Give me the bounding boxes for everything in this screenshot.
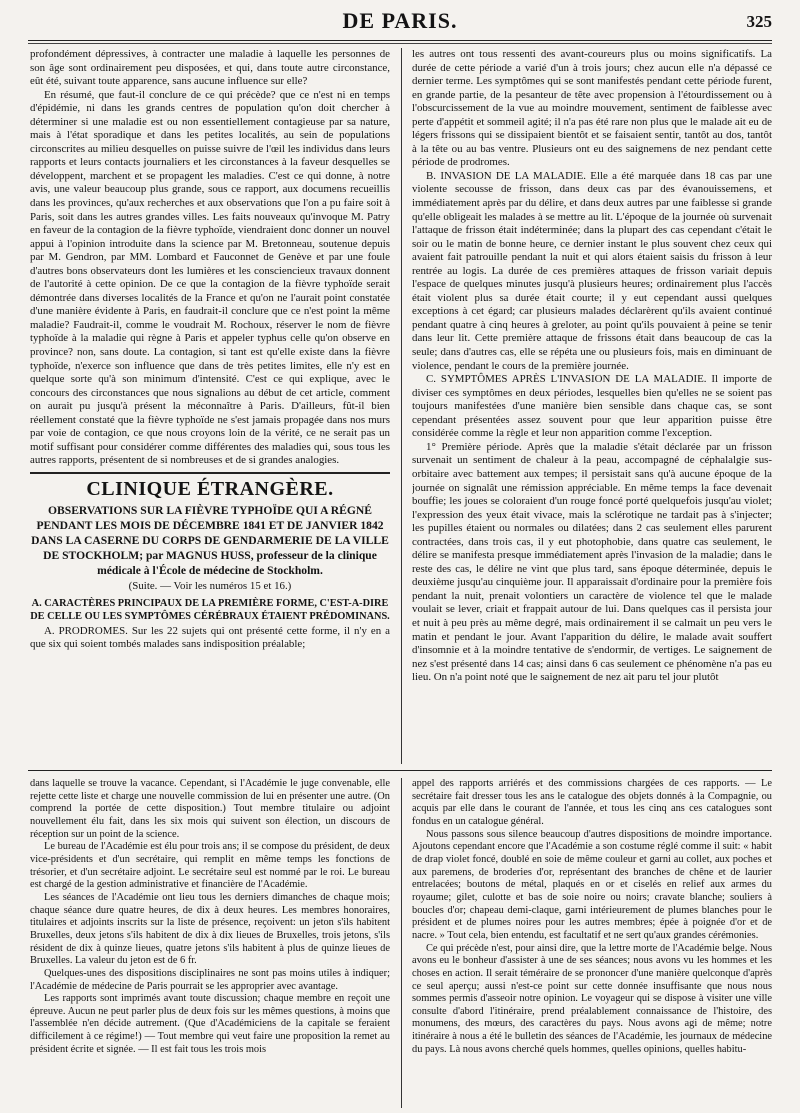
paragraph: B. INVASION DE LA MALADIE. Elle a été marquée dans 18 cas par une violente secousse de frisson, dans deux cas par des évanouissemens, et immédiatement après par du délire, et dans deux autres par une faiblesse si grande qu'elle obligeait les malades à se mettre au lit. L'époque de la journée où survenait l'attaque de frisson était indéterminée; dans la plupart des cas cependant c'était le soir ou le matin de bonne heure, ce dernier instant le plus souvent chez ceux qui avaient fait patrouille pendant la nuit et qui alors étaient saisis du frisson à leur rentrée au logis. La durée de ces premières attaques de frisson variait depuis l'espace de quelques minutes jusqu'à plusieurs heures; ordinairement plus l'accès était violent plus sa durée était courte; il y eut cependant aussi quelques exceptions à cet égard; car plusieurs malades déclarèrent qu'ils avaient continué pendant quatre à cinq heures à greloter, au point qu'ils pouvaient à peine se tenir dans leur lit. Cette première attaque de frissons était dans beaucoup de cas la seule; dans d'autres cas, elle se répéta une ou plusieurs fois, mais en diminuant de violence, pendant le cours de la première journée. xyxy=(412,169,772,372)
paragraph: En résumé, que faut-il conclure de ce qui précède? que ce n'est ni en temps d'épidémie, ni dans les grands centres de population qu'on doit chercher à déterminer si une maladie est ou non essentiellement contagieuse par sa nature, mais à l'état sporadique et dans les petites localités, au sein de populations circonscrites au milieu desquelles on puisse suivre de l'œil les individus dans leurs rapports et leurs contacts journaliers et les circonstances à la faveur desquelles se développent, marchent et se propagent les maladies. C'est ce qui donne, à notre avis, une valeur beaucoup plus grande, sous ce rapport, aux documens recueillis dans les provinces, qu'aux recherches et aux observations que l'on a pu faire soit à Paris, soit dans les autres grandes villes. Les faits nouveaux qu'invoque M. Patry en faveur de la contagion de la fièvre typhoïde, viendraient donc donner un nouvel appui à l'opinion introduite dans la science par M. Bretonneau, soutenue depuis par M. Gendron, par MM. Lombard et Fauconnet de Genève et par une foule d'autres bons observateurs dont les lumières et les consciencieux travaux donnent de l'autorité à cette opinion. De ce que la contagion de la fièvre typhoïde serait démontrée dans diverses localités de la France et qu'on ne l'aurait point constatée d'une manière évidente à Paris, en faudrait-il conclure que ce n'est point la même maladie? Faudrait-il, comme le voudrait M. Rochoux, réserver le nom de fièvre typhoïde à la maladie qui règne à Paris et appeler typhus celle qu'on observe en province? non, sans doute. La contagion, si tant est qu'elle existe dans la fièvre typhoïde, n'exerce son influence que dans de très petites limites, elle n'y est en quelque sorte qu'à son minimum d'intensité. C'est ce qui explique, avec le concours des circonstances que nous signalions au début de cet article, comment on aurait pu jusqu'à présent la méconnaître à Paris. D'ailleurs, fût-il bien réellement constaté que la fièvre typhoïde ne s'est jamais propagée dans nos murs par voie de contagion, ce que nous croyons loin de la vérité, ce ne serait pas un motif suffisant pour considérer comme différentes des maladies qui, sous tous les autres rapports, présentent de si nombreuses et de si grandes analogies. xyxy=(30,88,390,467)
section-divider xyxy=(30,472,390,474)
running-head xyxy=(0,4,800,44)
page-number: 325 xyxy=(746,12,772,31)
lower-columns xyxy=(30,778,772,1108)
column-divider xyxy=(401,48,402,764)
running-title: DE PARIS. xyxy=(342,8,458,33)
paragraph: Le bureau de l'Académie est élu pour trois ans; il se compose du président, de deux vice-présidents et d'un secrétaire, qui remplit en même temps les fonctions de trésorier, et d'un secrétaire adjoint. Le secrétaire seul est nommé par le roi. Le bureau est chargé de la gestion administrative et financière de l'Académie. xyxy=(30,841,390,891)
column-divider xyxy=(401,778,402,1108)
paragraph: Ce qui précède n'est, pour ainsi dire, que la lettre morte de l'Académie belge. Nous avons eu le bonheur d'assister à une de ses séances; nous avons vu les hommes et les choses en action. Il serait téméraire de se prononcer d'une manière quelconque d'après ce seul aperçu; aussi n'est-ce point sur cette donnée insuffisante que nous nous sommes permis d'asseoir notre opinion. Le voyageur qui se dispose à visiter une ville consulte d'abord l'itinéraire, prend préalablement connaissance de l'histoire, des monumens, des mœurs, des caractères du pays. Nous avons agi de même; notre itinéraire à nous a été le bulletin des séances de l'Académie, les journaux de médecine du pays. Là nous avons cherché quels hommes, quelles opinions, quelles habitu- xyxy=(412,942,772,1055)
paragraph: Les rapports sont imprimés avant toute discussion; chaque membre en reçoit une épreuve. Aucun ne peut parler plus de deux fois sur les mêmes questions, à moins que l'assemblée n'en décide autrement. (Que d'Académiciens de la capitale se feraient difficilement à ce régime!) — Tout membre qui veut faire une proposition la remet au président écrite et signée. — Il est fait tous les trois mois xyxy=(30,993,390,1055)
article-heading: OBSERVATIONS SUR LA FIÈVRE TYPHOÏDE QUI A RÉGNÉ PENDANT LES MOIS DE DÉCEMBRE 1841 ET DE JANVIER 1842 DANS LA CASERNE DU CORPS DE GENDARMERIE DE LA VILLE DE STOCKHOLM; par MAGNUS HUSS, professeur de la clinique médicale à l'École de médecine de Stockholm. xyxy=(31,503,389,577)
upper-right-column xyxy=(412,48,772,764)
section-title: CLINIQUE ÉTRANGÈRE. xyxy=(86,477,334,500)
lower-left-column xyxy=(30,778,390,1108)
paragraph: Les séances de l'Académie ont lieu tous les derniers dimanches de chaque mois; chaque séance dure quatre heures, de dix à deux heures. Les membres honoraires, titulaires et adjoints inscrits sur la liste de présence, reçoivent: un jeton s'ils habitent Bruxelles, deux jetons s'ils habitent de dix à dix lieues de Bruxelles, trois jetons, s'ils résident de dix à quinze lieues, quatre jetons s'ils habitent à plus de quinze lieues de Bruxelles. La valeur du jeton est de 6 fr. xyxy=(30,891,390,967)
paragraph: Quelques-unes des dispositions disciplinaires ne sont pas moins utiles à indiquer; l'Académie de médecine de Paris pourrait se les approprier avec avantage. xyxy=(30,967,390,992)
paragraph: les autres ont tous ressenti des avant-coureurs plus ou moins significatifs. La durée de cette période a varié d'un à trois jours; chez aucun elle n'a dépassé ce dernier terme. Les symptômes qui se sont manifestés pendant cette période furent, en grande partie, de la pesanteur de tête avec propension à l'étourdissement ou à l'obscurcissement de la vue au moindre mouvement, sentiment de faiblesse avec perte d'appétit et sommeil agité; il n'a pas été rare non plus que le malade ait eu de légers frissons qui se dissipaient bientôt et se faisaient sentir, tantôt au dos, tantôt à la tête ou au bas ventre. Plusieurs ont eu des saignemens de nez pendant cette période de prodromes. xyxy=(412,48,772,169)
paragraph: A. PRODROMES. Sur les 22 sujets qui ont présenté cette forme, il n'y en a que six qui soient tombés malades sans indisposition préalable; xyxy=(30,624,390,651)
paragraph: 1° Première période. Après que la maladie s'était déclarée par un frisson survenait un sentiment de chaleur à la peau, accompagné de céphalalgie sus-orbitaire avec battement aux tempes; il persistait sans qu'à aucune époque de la journée on signalât une rémission appréciable. En même temps la face devenait bouffie; les joues se coloraient d'un rouge foncé porté quelquefois jusqu'au violet; l'expression des yeux était vivace, mais la sclérotique ne tardait pas à s'injecter; les pupilles étaient ou normales ou dilatées; dans 2 cas seulement elles parurent contractées, dans trois cas, il y eut photophobie, dans quatre cas seulement, le délire se manifesta presque immédiatement après l'invasion de la maladie; dans le reste des cas, le délire ne vint que plus tard, sans époque déterminée, depuis le deuxième jusqu'au cinquième jour. Il apparaissait d'ordinaire pour la première fois pendant la nuit, prenait volontiers un caractère de violence tel que le malade voulait se lever, criait et frappait autour de lui. Dans quelques cas il persista jour et nuit à peu près au même degré, mais ordinairement il se calmait un peu vers le matin et pendant le jour. Avant l'apparition du délire, le malade avait souffert d'insomnie et à la moindre tentative de s'endormir, de vertiges. Le saignement de nez s'est présenté dans 14 cas; ainsi dans 6 cas seulement ce phénomène n'a pas eu lieu. On n'a point noté que le saignement de nez ait paru tel jour plutôt xyxy=(412,440,772,684)
paragraph: dans laquelle se trouve la vacance. Cependant, si l'Académie le juge convenable, elle rejette cette liste et charge une nouvelle commission de lui en présenter une autre. (On comprend la portée de cette disposition.) Tout membre titulaire ou adjoint nouvellement élu fait, dans les six mois qui suivent son élection, un discours de réception sur un point de la science. xyxy=(30,778,390,840)
continuation-note: (Suite. — Voir les numéros 15 et 16.) xyxy=(128,579,292,592)
header-rule xyxy=(28,40,772,44)
lower-right-column xyxy=(412,778,772,1108)
paragraph: appel des rapports arriérés et des commissions chargées de ces rapports. — Le secrétaire fait dresser tous les ans le catalogue des objets donnés à la Compagnie, ou acquis par elle dans le courant de l'année, et tous les cinq ans ces catalogues sont fondus en un catalogue général. xyxy=(412,778,772,827)
upper-left-column xyxy=(30,48,390,764)
paragraph: Nous passons sous silence beaucoup d'autres dispositions de moindre importance. Ajoutons cependant encore que l'Académie a son costume réglé comme il suit: « habit de drap violet foncé, doublé en soie de même couleur et garni au collet, aux poches et aux paremens, de broderies d'or, représentant des branches de chêne et de laurier entrelacées; boutons de métal, plaqués en or et ciselés en relief aux armes du royaume; gilet, culotte et bas de soie noire ou noirs; cravate blanche; souliers à boucles d'or; chapeau demi-claque, garni intérieurement de plumes blanches pour le président et de plumes noires pour les autres membres; épée à poignée d'or et de nacre. » Tout cela, bien entendu, est facultatif et ne sert qu'aux grandes cérémonies. xyxy=(412,828,772,941)
paragraph: C. SYMPTÔMES APRÈS L'INVASION DE LA MALADIE. Il importe de diviser ces symptômes en deux périodes, lesquelles bien qu'elles ne se soient pas toujours manifestées d'une manière bien sensible dans chaque cas, se sont cependant présentées assez souvent pour que leur apparition puisse être considérée comme la règle et leur non apparition comme l'exception. xyxy=(412,373,772,440)
feuilleton-rule xyxy=(28,770,772,771)
upper-columns xyxy=(30,48,772,764)
paragraph: profondément dépressives, à contracter une maladie à laquelle les personnes de son âge sont ordinairement peu disposées, et qui, dans toute autre circonstance, eût été, suivant toute apparence, sans aucune influence sur elle? xyxy=(30,48,390,88)
subsection-heading: A. CARACTÈRES PRINCIPAUX DE LA PREMIÈRE FORME, C'EST-A-DIRE DE CELLE OU LES SYMPTÔMES CÉRÉBRAUX ÉTAIENT PRÉDOMINANS. xyxy=(30,597,390,622)
